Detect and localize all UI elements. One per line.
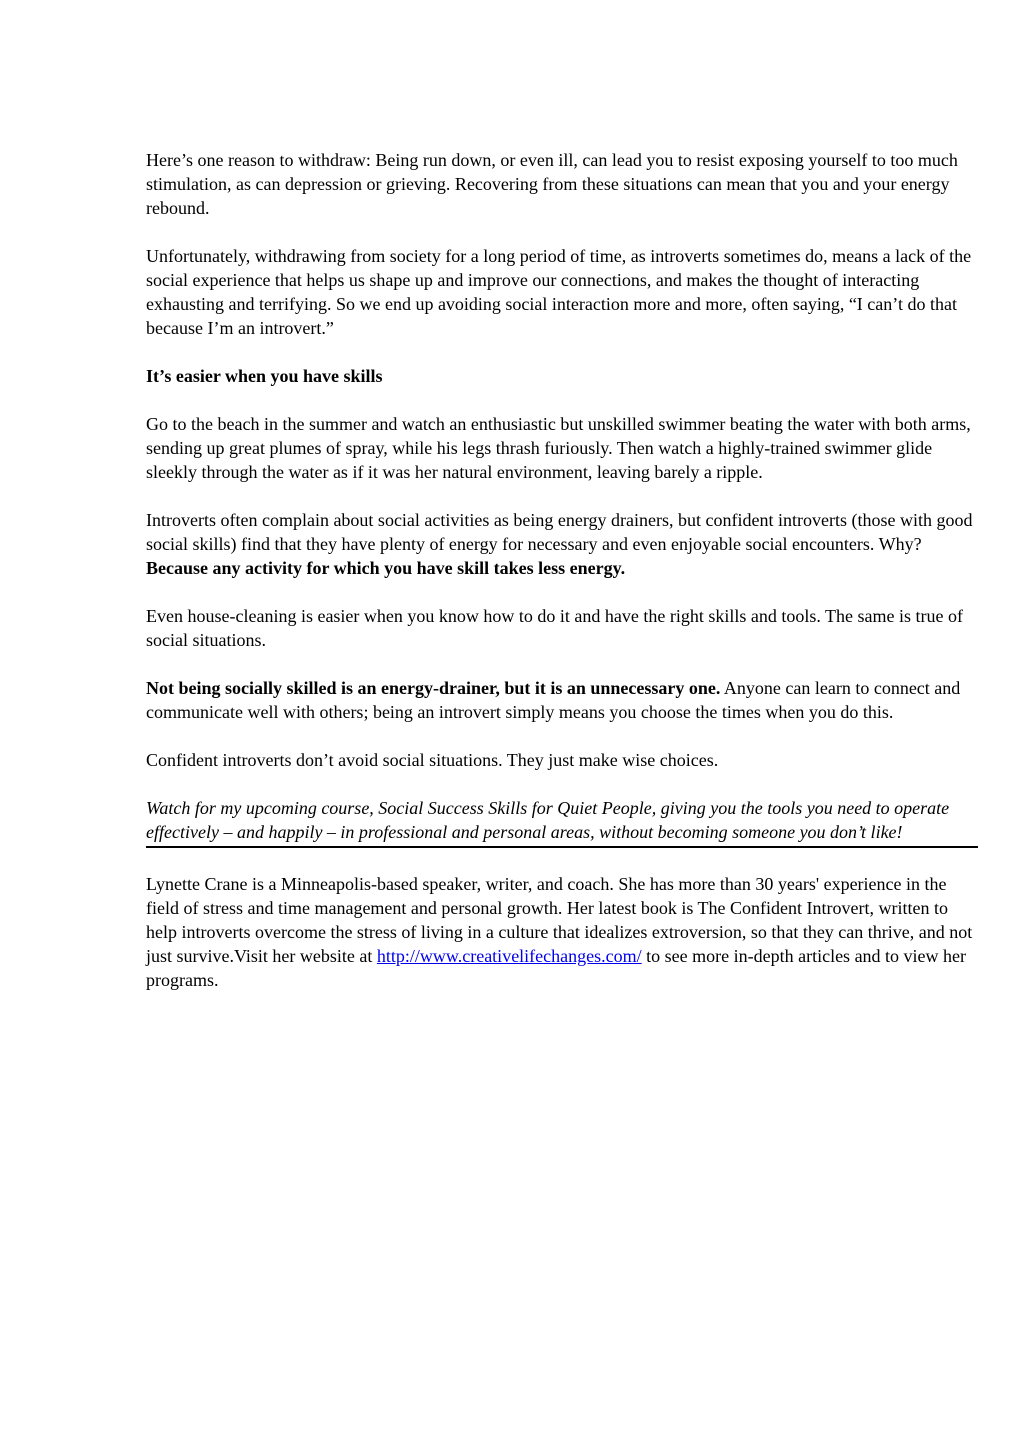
website-link[interactable]: http://www.creativelifechanges.com/ <box>376 946 642 966</box>
document-page <box>146 148 978 1016</box>
paragraph-socially-skilled <box>146 676 978 724</box>
horizontal-rule <box>146 846 978 848</box>
course-announcement: Watch for my upcoming course, Social Success Skills for Quiet People, giving you the tools you need to operate effectively – and happily – in professional and personal areas, without becoming someone you don’t like! <box>146 798 950 842</box>
paragraph-energy-drainers <box>146 508 978 580</box>
paragraph-beach-swimmer: Go to the beach in the summer and watch an enthusiastic but unskilled swimmer beating the water with both arms, sending up great plumes of spray, while his legs thrash furiously. Then watch a highly-trained swimmer glide sleekly through the water as if it was her natural environment, leaving barely a ripple. <box>146 414 971 482</box>
paragraph-socially-skilled-text: Anyone can learn to connect and communicate well with others; being an introvert simply means you choose the times when you do this. <box>146 678 961 722</box>
author-bio-tail: to see more in-depth articles and to view her programs. <box>146 946 967 990</box>
author-bio-text: Lynette Crane is a Minneapolis-based speaker, writer, and coach. She has more than 30 years' experience in the field of stress and time management and personal growth. Her latest book is The Confident Introvert, written to help introverts overcome the stress of living in a culture that idealizes extroversion, so that they can thrive, and not just survive.Visit her website at <box>146 874 973 966</box>
paragraph-wise-choices: Confident introverts don’t avoid social situations. They just make wise choices. <box>146 750 719 770</box>
paragraph-socially-skilled-bold: Not being socially skilled is an energy-drainer, but it is an unnecessary one. <box>146 678 721 698</box>
paragraph-energy-drainers-text: Introverts often complain about social activities as being energy drainers, but confident introverts (those with good social skills) find that they have plenty of energy for necessary and even enjoyable social encounters. Why? <box>146 510 973 554</box>
section-heading: It’s easier when you have skills <box>146 366 383 386</box>
author-bio <box>146 872 978 992</box>
paragraph-withdraw-reason: Here’s one reason to withdraw: Being run down, or even ill, can lead you to resist exposing yourself to too much stimulation, as can depression or grieving. Recovering from these situations can mean that you and your energy rebound. <box>146 150 958 218</box>
paragraph-house-cleaning: Even house-cleaning is easier when you know how to do it and have the right skills and tools. The same is true of social situations. <box>146 606 963 650</box>
paragraph-energy-drainers-bold: Because any activity for which you have skill takes less energy. <box>146 558 626 578</box>
paragraph-withdrawing-society: Unfortunately, withdrawing from society for a long period of time, as introverts sometimes do, means a lack of the social experience that helps us shape up and improve our connections, and makes the thought of interacting exhausting and terrifying. So we end up avoiding social interaction more and more, often saying, “I can’t do that because I’m an introvert.” <box>146 246 972 338</box>
